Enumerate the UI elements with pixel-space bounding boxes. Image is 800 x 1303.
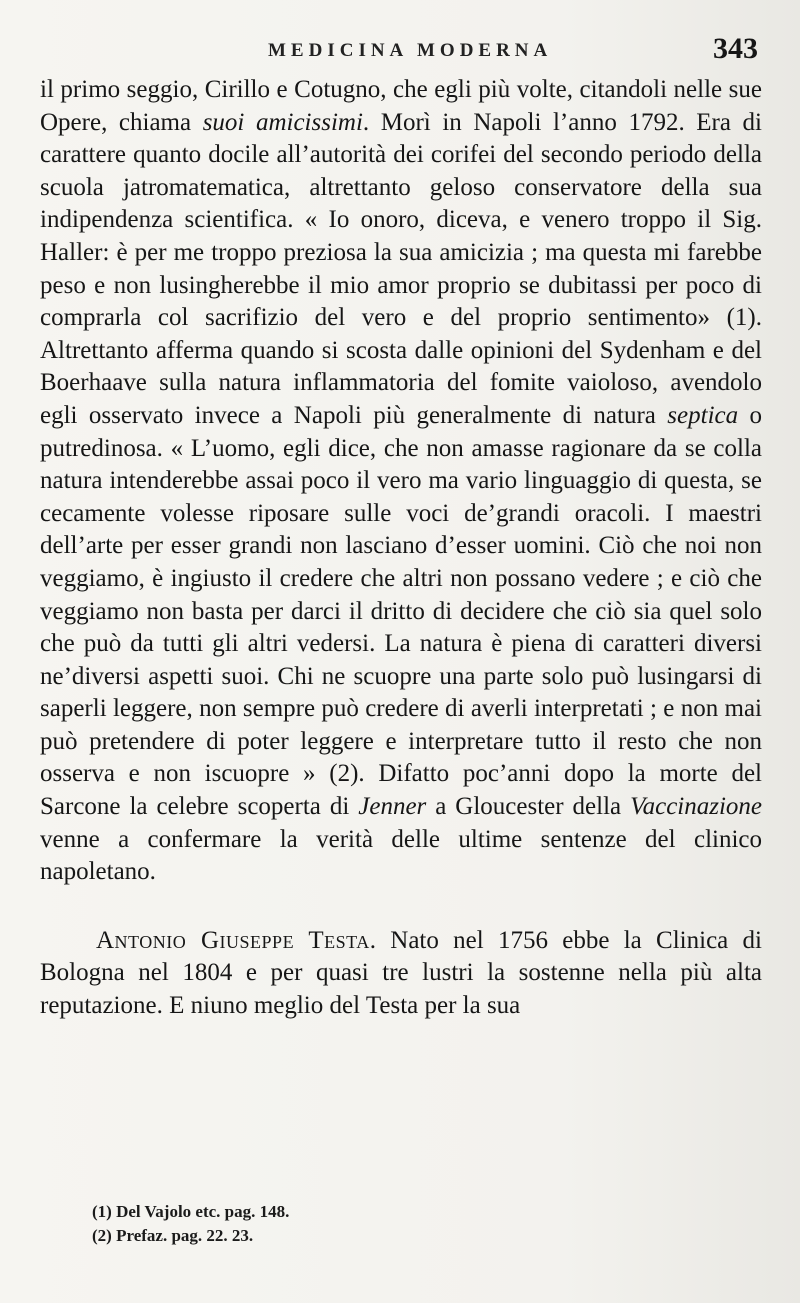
page-header <box>38 32 764 70</box>
footnote-2: (2) Prefaz. pag. 22. 23. <box>92 1226 254 1245</box>
bleed-through-texture <box>40 1142 760 1172</box>
p2-text: . Nato nel 1756 ebbe la Clinica di Bologna nel 1804 e per quasi tre lustri la sostenne nella più alta reputazione. E niuno meglio del Testa per la sua <box>40 926 762 1020</box>
paragraph-2 <box>40 925 762 1023</box>
paragraph-1 <box>40 74 762 889</box>
p1-text-a: il primo seggio, Cirillo e Cotugno, che egli più volte, citandoli nelle sue Opere, chiama <box>40 76 762 136</box>
p1-text-d: a Gloucester della <box>426 793 631 821</box>
section-name-testa: Antonio Giuseppe Testa <box>96 926 370 954</box>
p1-text-c: o putredinosa. « L’uomo, egli dice, che non amasse ragionare da se colla natura intenderebbe assai poco il vero ma vario linguaggio di questa, se cecamente volesse riposare sulle voci de’grandi oracoli. I maestri dell’arte per esser grandi non lasciano d’esser uomini. Ciò che noi non veggiamo, è ingiusto il credere che altri non possano vedere ; e ciò che veggiamo non basta per darci il dritto di decidere che ciò sia quel solo che può da tutti gli altri vedersi. La natura è piena di caratteri diversi ne’diversi aspetti suoi. Chi ne scuopre una parte solo può lusingarsi di saperli leggere, non sempre può credere di averli interpretati ; e non mai può pretendere di poter leggere e interpretare tutto il resto che non osserva e non iscuopre » (2). Difatto poc’anni dopo la morte del Sarcone la celebre scoperta di <box>40 401 763 821</box>
p1-italic-vaccinazione: Vaccinazione <box>630 793 763 821</box>
p1-italic-septica: septica <box>667 401 739 429</box>
footnotes <box>92 1200 592 1248</box>
p1-text-e: venne a confermare la verità delle ultime sentenze del clinico napoletano. <box>40 825 762 886</box>
p1-italic-jenner: Jenner <box>358 793 427 821</box>
footnote-1: (1) Del Vajolo etc. pag. 148. <box>92 1202 290 1221</box>
body-text <box>40 74 762 1023</box>
page-number: 343 <box>713 32 758 65</box>
p1-text-b: . Morì in Napoli l’anno 1792. Era di carattere quanto docile all’autorità dei corifei del secondo periodo della scuola jatromatematica, altrettanto geloso conservatore della sua indipendenza scientifica. « Io onoro, diceva, e venero troppo il Sig. Haller: è per me troppo preziosa la sua amicizia ; ma questa mi farebbe peso e non lusingherebbe il mio amor proprio se dubitassi per poco di comprarla col sacrifizio del vero e del proprio sentimento» (1). Altrettanto afferma quando si scosta dalle opinioni del Sydenham e del Boerhaave sulla natura inflammatoria del fomite vaioloso, avendolo egli osservato invece a Napoli più generalmente di natura <box>40 108 763 429</box>
p1-italic-amicissimi: suoi amicissimi <box>202 108 363 136</box>
running-head: MEDICINA MODERNA <box>268 40 553 61</box>
